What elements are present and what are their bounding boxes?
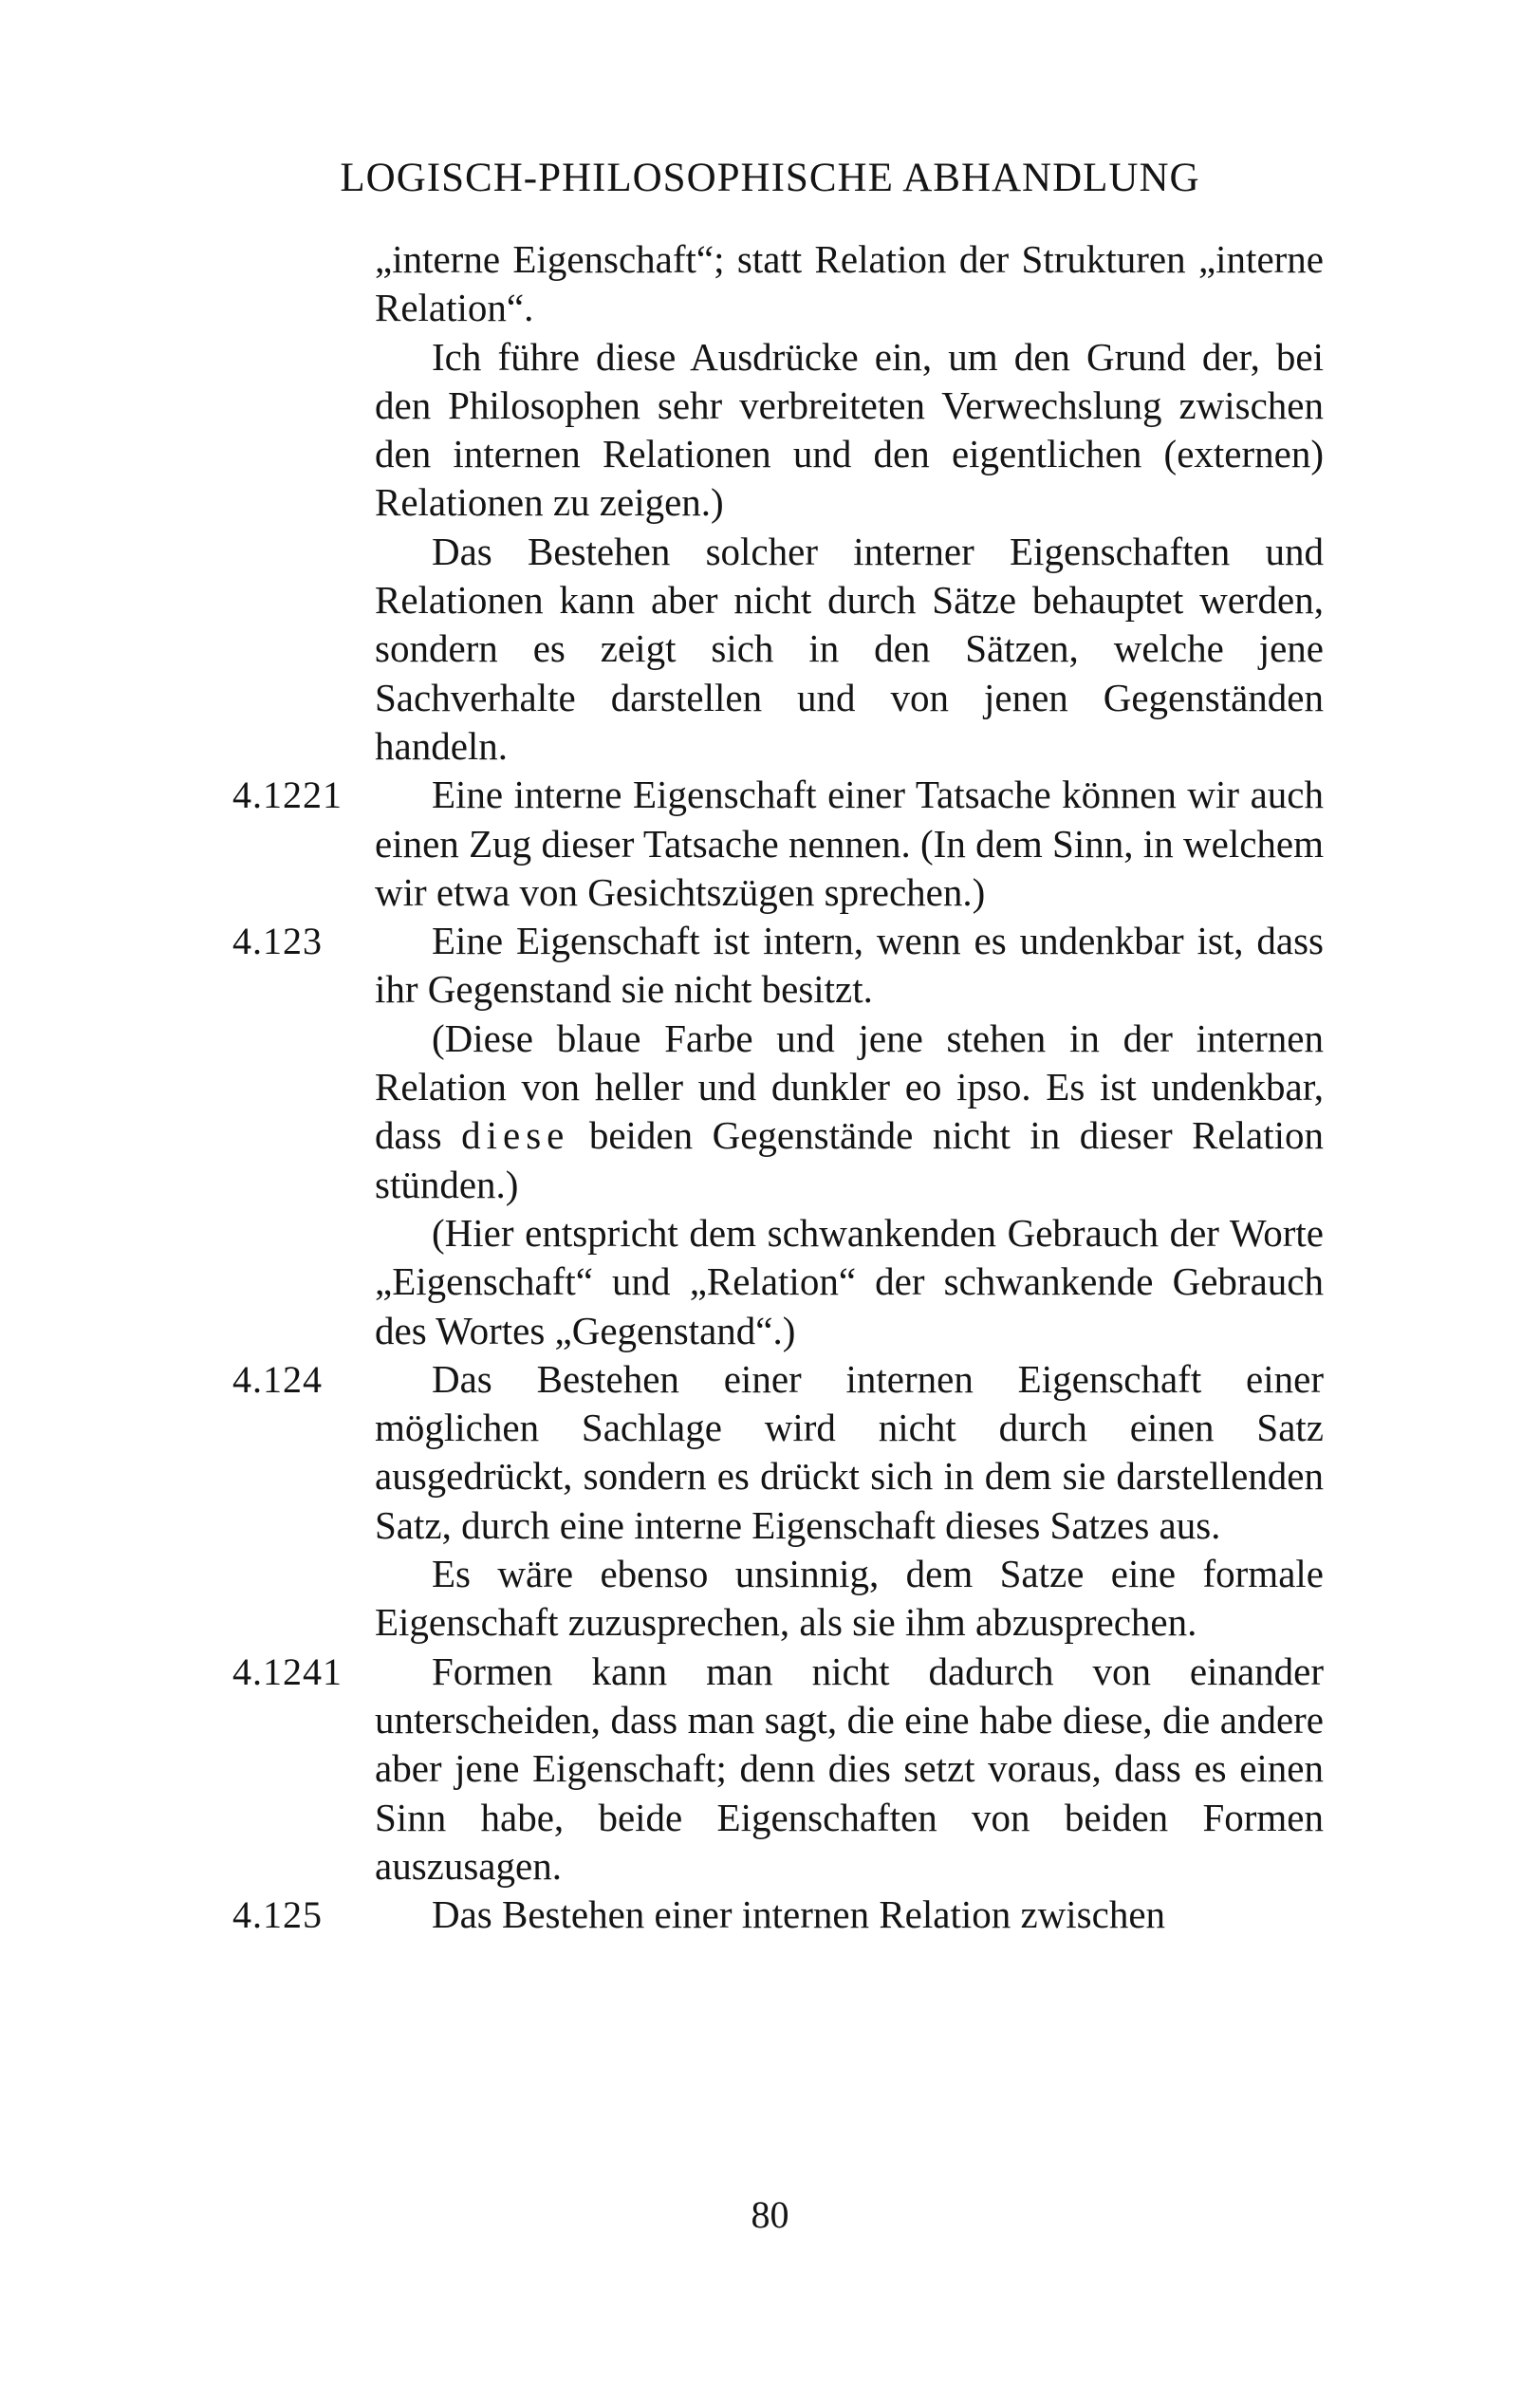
paragraph [375, 333, 1324, 528]
paragraph [375, 528, 1324, 771]
numbered-paragraph [232, 1891, 1324, 1939]
page-number: 80 [751, 2193, 789, 2236]
paragraph-text: beiden Gegenstände nicht in dieser Relation stünden.) [375, 1113, 1325, 1206]
paragraph-text: Es wäre ebenso unsinnig, dem Satze eine formale Eigenschaft zuzusprechen, als sie ihm abzusprechen. [375, 1552, 1324, 1645]
paragraph-text: „interne Eigenschaft“; statt Relation der Strukturen „interne Relation“. [375, 237, 1324, 330]
section-number: 4.124 [232, 1357, 323, 1401]
paragraph-text: (Diese blaue Farbe und jene stehen in der internen Relation von heller und dunkler eo ipso. Es ist undenkbar, dass [375, 1015, 1324, 1158]
numbered-paragraph [232, 917, 1324, 1015]
paragraph [375, 235, 1324, 333]
paragraph [375, 1550, 1324, 1648]
paragraph-text: Eine interne Eigenschaft einer Tatsache können wir auch einen Zug dieser Tatsache nennen. (In dem Sinn, in welchem wir etwa von Gesichtszügen sprechen.) [375, 773, 1324, 914]
paragraph-text: Eine Eigenschaft ist intern, wenn es undenkbar ist, dass ihr Gegenstand sie nicht besitzt. [375, 919, 1324, 1012]
running-header: LOGISCH-PHILOSOPHISCHE ABHANDLUNG [340, 156, 1200, 200]
paragraph-text: Das Bestehen solcher interner Eigenschaften und Relationen kann aber nicht durch Sätze behauptet werden, sondern es zeigt sich in den Sätzen, welche jene Sachverhalte darstellen und von jenen Gegenständen handeln. [375, 529, 1324, 768]
numbered-paragraph [232, 1648, 1324, 1891]
paragraph-text: (Hier entspricht dem schwankenden Gebrauch der Worte „Eigenschaft“ und „Relation“ der schwankende Gebrauch des Wortes „Gegenstand“.) [375, 1210, 1324, 1352]
numbered-paragraph [232, 1355, 1324, 1550]
section-number: 4.125 [232, 1893, 323, 1937]
section-number: 4.123 [232, 920, 323, 963]
emphasized-word: diese [461, 1113, 570, 1158]
numbered-paragraph [232, 771, 1324, 917]
section-number: 4.1221 [232, 773, 343, 817]
section-number: 4.1241 [232, 1649, 343, 1693]
paragraph [375, 1209, 1324, 1355]
body-text [232, 235, 1325, 1939]
paragraph-text: Ich führe diese Ausdrücke ein, um den Grund der, bei den Philosophen sehr verbreiteten Verwechslung zwischen den internen Relationen und den eigentlichen (externen) Relationen zu zeigen.) [375, 334, 1324, 525]
paragraph-text: Formen kann man nicht dadurch von einander unterscheiden, dass man sagt, die eine habe diese, die andere aber jene Eigenschaft; denn dies setzt voraus, dass es einen Sinn habe, beide Eigenschaften von beiden Formen auszusagen. [375, 1649, 1324, 1888]
paragraph [375, 1015, 1324, 1209]
paragraph-text: Das Bestehen einer internen Eigenschaft einer möglichen Sachlage wird nicht durch einen Satz ausgedrückt, sondern es drückt sich in dem sie darstellenden Satz, durch eine interne Eigenschaft dieses Satzes aus. [375, 1356, 1324, 1547]
paragraph-text: Das Bestehen einer internen Relation zwischen [432, 1892, 1166, 1937]
